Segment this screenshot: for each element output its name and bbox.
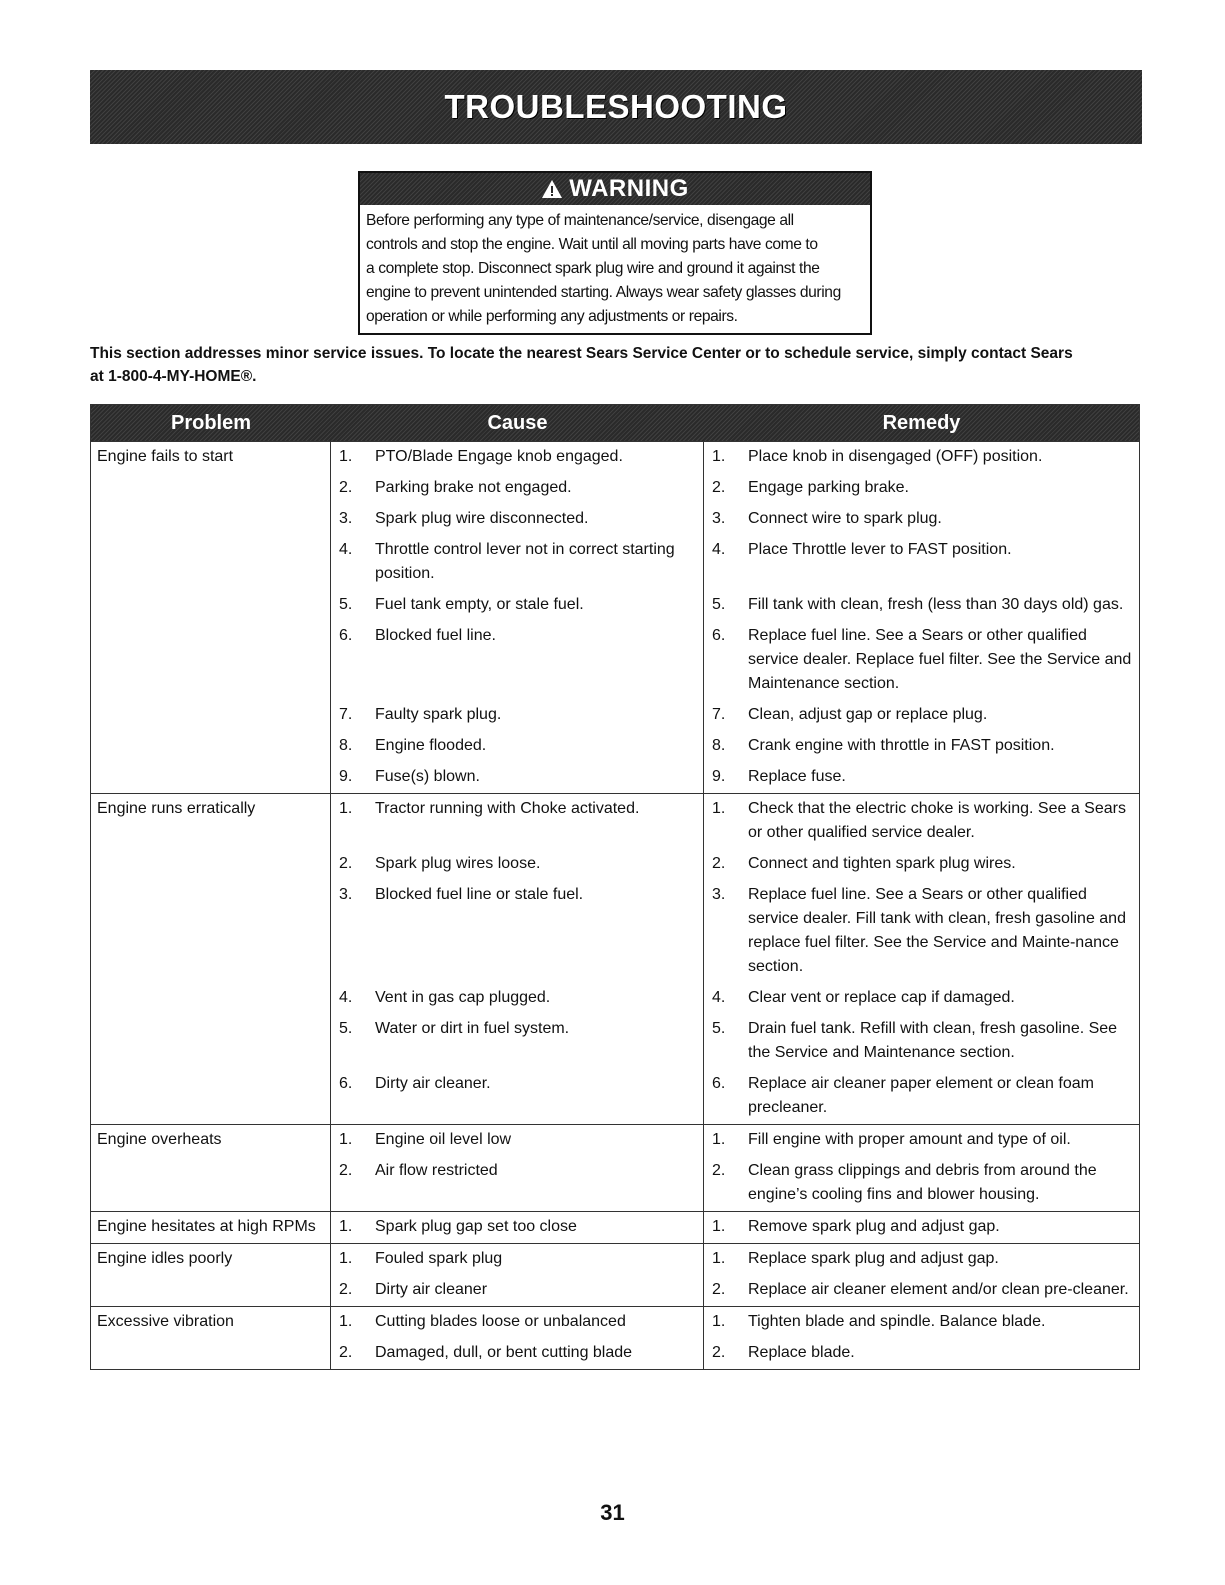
- remedy-number: 4.: [712, 541, 726, 558]
- cause-number: 1.: [339, 1218, 353, 1235]
- cause-text: PTO/Blade Engage knob engaged.: [375, 448, 623, 465]
- cause-number: 1.: [339, 800, 353, 817]
- cause-cell: [331, 700, 704, 731]
- cause-text: Fouled spark plug: [375, 1250, 503, 1267]
- cause-number: 2.: [339, 855, 353, 872]
- cause-number: 3.: [339, 510, 353, 527]
- cause-text: Vent in gas cap plugged.: [375, 989, 551, 1006]
- warning-line: operation or while performing any adjustments or repairs.: [366, 308, 738, 325]
- problem-group: [91, 1211, 1139, 1243]
- remedy-text: Clear vent or replace cap if damaged.: [748, 989, 1015, 1006]
- cause-cell: [331, 473, 704, 504]
- intro-paragraph: [90, 342, 1140, 388]
- warning-box: [358, 171, 872, 335]
- cause-cell: [331, 1014, 704, 1069]
- cause-text: Fuse(s) blown.: [375, 768, 480, 785]
- remedy-text: Replace blade.: [748, 1344, 855, 1361]
- remedy-text: Place knob in disengaged (OFF) position.: [748, 448, 1043, 465]
- cause-cell: [331, 1069, 704, 1124]
- remedy-number: 3.: [712, 886, 726, 903]
- cause-number: 9.: [339, 768, 353, 785]
- remedy-cell: [704, 794, 1139, 849]
- remedy-text: Clean grass clippings and debris from around the engine’s cooling fins and blower housing.: [748, 1162, 1097, 1203]
- cause-cell: [331, 849, 704, 880]
- remedy-cell: [704, 473, 1139, 504]
- remedy-text: Drain fuel tank. Refill with clean, fresh gasoline. See the Service and Maintenance section.: [748, 1020, 1118, 1061]
- intro-line: at 1-800-4-MY-HOME®.: [90, 368, 257, 385]
- cause-text: Water or dirt in fuel system.: [375, 1020, 570, 1037]
- column-header-cause: Cause: [487, 411, 548, 434]
- remedy-text: Replace spark plug and adjust gap.: [748, 1250, 999, 1267]
- remedy-text: Replace air cleaner element and/or clean pre-cleaner.: [748, 1281, 1129, 1298]
- remedy-cell: [704, 621, 1139, 700]
- cause-cell: [331, 983, 704, 1014]
- warning-line: engine to prevent unintended starting. Always wear safety glasses during: [366, 284, 841, 301]
- remedy-text: Replace fuel line. See a Sears or other qualified service dealer. Replace fuel filter. See the Service and Maintenance section.: [748, 627, 1132, 692]
- cause-number: 4.: [339, 989, 353, 1006]
- table-row: [331, 1244, 1139, 1275]
- page-number: 31: [600, 1500, 625, 1525]
- cause-cell: [331, 535, 704, 590]
- remedy-number: 1.: [712, 1250, 726, 1267]
- table-row: [331, 849, 1139, 880]
- cause-text: Dirty air cleaner: [375, 1281, 488, 1298]
- table-row: [331, 1014, 1139, 1069]
- cause-text: Air flow restricted: [375, 1162, 498, 1179]
- remedy-cell: [704, 504, 1139, 535]
- section-banner: [90, 70, 1142, 144]
- remedy-number: 1.: [712, 448, 726, 465]
- cause-number: 2.: [339, 1162, 353, 1179]
- cause-text: Throttle control lever not in correct starting position.: [375, 541, 675, 582]
- remedy-cell: [704, 1014, 1139, 1069]
- remedy-number: 4.: [712, 989, 726, 1006]
- problem-group: [91, 1306, 1139, 1369]
- problem-cell: Excessive vibration: [91, 1307, 331, 1369]
- cause-number: 2.: [339, 1281, 353, 1298]
- remedy-text: Check that the electric choke is working. See a Sears or other qualified service dealer.: [748, 800, 1126, 841]
- warning-line: controls and stop the engine. Wait until all moving parts have come to: [366, 236, 818, 253]
- cause-cell: [331, 504, 704, 535]
- remedy-number: 2.: [712, 855, 726, 872]
- remedy-text: Crank engine with throttle in FAST position.: [748, 737, 1055, 754]
- cause-number: 2.: [339, 479, 353, 496]
- problem-cell: Engine fails to start: [91, 442, 331, 793]
- remedy-number: 1.: [712, 800, 726, 817]
- cause-text: Tractor running with Choke activated.: [375, 800, 640, 817]
- cause-number: 6.: [339, 627, 353, 644]
- problem-group: [91, 793, 1139, 1124]
- cause-cell: [331, 1275, 704, 1306]
- cause-cell: [331, 880, 704, 983]
- remedy-number: 5.: [712, 596, 726, 613]
- remedy-text: Fill tank with clean, fresh (less than 30 days old) gas.: [748, 596, 1124, 613]
- cause-number: 3.: [339, 886, 353, 903]
- problem-cell: Engine hesitates at high RPMs: [91, 1212, 331, 1243]
- remedy-cell: [704, 590, 1139, 621]
- remedy-cell: [704, 1275, 1139, 1306]
- warning-triangle-icon: [541, 179, 563, 199]
- remedy-cell: [704, 1307, 1139, 1338]
- cause-number: 2.: [339, 1344, 353, 1361]
- problem-group: [91, 1243, 1139, 1306]
- problem-cell: Engine overheats: [91, 1125, 331, 1211]
- remedy-number: 2.: [712, 479, 726, 496]
- remedy-number: 1.: [712, 1218, 726, 1235]
- table-row: [331, 535, 1139, 590]
- cause-text: Cutting blades loose or unbalanced: [375, 1313, 626, 1330]
- remedy-text: Fill engine with proper amount and type of oil.: [748, 1131, 1071, 1148]
- warning-title: WARNING: [569, 175, 689, 202]
- remedy-text: Connect and tighten spark plug wires.: [748, 855, 1016, 872]
- cause-number: 5.: [339, 1020, 353, 1037]
- table-row: [331, 1338, 1139, 1369]
- page-title: TROUBLESHOOTING: [444, 88, 788, 125]
- remedy-cell: [704, 983, 1139, 1014]
- remedy-text: Replace air cleaner paper element or clean foam precleaner.: [748, 1075, 1094, 1116]
- cause-text: Faulty spark plug.: [375, 706, 502, 723]
- remedy-cell: [704, 880, 1139, 983]
- remedy-number: 9.: [712, 768, 726, 785]
- table-row: [331, 1212, 1139, 1243]
- remedy-text: Remove spark plug and adjust gap.: [748, 1218, 1000, 1235]
- column-header-problem: Problem: [170, 411, 252, 434]
- remedy-cell: [704, 1212, 1139, 1243]
- warning-header: [360, 173, 870, 205]
- remedy-text: Replace fuse.: [748, 768, 846, 785]
- cause-cell: [331, 621, 704, 700]
- cause-cell: [331, 1307, 704, 1338]
- cause-cell: [331, 1156, 704, 1211]
- cause-cell: [331, 731, 704, 762]
- column-header-remedy: Remedy: [882, 411, 961, 434]
- troubleshooting-table: [90, 404, 1140, 1370]
- table-row: [331, 442, 1139, 473]
- cause-cell: [331, 1244, 704, 1275]
- table-row: [331, 700, 1139, 731]
- remedy-number: 2.: [712, 1162, 726, 1179]
- cause-text: Dirty air cleaner.: [375, 1075, 491, 1092]
- intro-line: This section addresses minor service issues. To locate the nearest Sears Service Center or to schedule service, simply contact Sears: [90, 345, 1073, 362]
- cause-cell: [331, 1125, 704, 1156]
- table-row: [331, 1156, 1139, 1211]
- remedy-text: Tighten blade and spindle. Balance blade.: [748, 1313, 1046, 1330]
- cause-text: Engine oil level low: [375, 1131, 512, 1148]
- cause-cell: [331, 590, 704, 621]
- cause-cell: [331, 1212, 704, 1243]
- table-row: [331, 880, 1139, 983]
- cause-cell: [331, 442, 704, 473]
- remedy-number: 8.: [712, 737, 726, 754]
- remedy-number: 2.: [712, 1344, 726, 1361]
- cause-number: 4.: [339, 541, 353, 558]
- remedy-number: 7.: [712, 706, 726, 723]
- cause-text: Fuel tank empty, or stale fuel.: [375, 596, 584, 613]
- remedy-number: 6.: [712, 1075, 726, 1092]
- remedy-cell: [704, 849, 1139, 880]
- remedy-number: 2.: [712, 1281, 726, 1298]
- table-row: [331, 762, 1139, 793]
- cause-cell: [331, 794, 704, 849]
- cause-text: Spark plug wires loose.: [375, 855, 541, 872]
- cause-cell: [331, 762, 704, 793]
- cause-text: Engine flooded.: [375, 737, 487, 754]
- remedy-number: 3.: [712, 510, 726, 527]
- remedy-text: Replace fuel line. See a Sears or other qualified service dealer. Fill tank with clean, fresh gasoline and replace fuel filter. See the Service and Mainte-nance section.: [748, 886, 1126, 975]
- remedy-text: Place Throttle lever to FAST position.: [748, 541, 1012, 558]
- table-row: [331, 1275, 1139, 1306]
- remedy-number: 1.: [712, 1131, 726, 1148]
- problem-group: [91, 1124, 1139, 1211]
- remedy-cell: [704, 442, 1139, 473]
- cause-number: 5.: [339, 596, 353, 613]
- warning-text: [360, 205, 870, 329]
- remedy-cell: [704, 1069, 1139, 1124]
- remedy-cell: [704, 1125, 1139, 1156]
- table-row: [331, 1307, 1139, 1338]
- cause-number: 6.: [339, 1075, 353, 1092]
- warning-line: Before performing any type of maintenance/service, disengage all: [366, 212, 794, 229]
- table-row: [331, 731, 1139, 762]
- problem-cell: Engine runs erratically: [91, 794, 331, 1124]
- remedy-number: 5.: [712, 1020, 726, 1037]
- table-row: [331, 473, 1139, 504]
- table-row: [331, 1069, 1139, 1124]
- problem-group: [91, 441, 1139, 793]
- cause-number: 1.: [339, 1250, 353, 1267]
- remedy-cell: [704, 1338, 1139, 1369]
- cause-number: 8.: [339, 737, 353, 754]
- remedy-cell: [704, 1156, 1139, 1211]
- remedy-cell: [704, 700, 1139, 731]
- cause-number: 1.: [339, 1313, 353, 1330]
- table-header: [91, 405, 1139, 441]
- remedy-number: 1.: [712, 1313, 726, 1330]
- cause-text: Blocked fuel line or stale fuel.: [375, 886, 584, 903]
- table-row: [331, 621, 1139, 700]
- table-row: [331, 1125, 1139, 1156]
- remedy-cell: [704, 535, 1139, 590]
- cause-text: Spark plug gap set too close: [375, 1218, 577, 1235]
- cause-cell: [331, 1338, 704, 1369]
- cause-text: Blocked fuel line.: [375, 627, 496, 644]
- remedy-text: Connect wire to spark plug.: [748, 510, 942, 527]
- cause-text: Damaged, dull, or bent cutting blade: [375, 1344, 633, 1361]
- remedy-text: Clean, adjust gap or replace plug.: [748, 706, 988, 723]
- table-row: [331, 983, 1139, 1014]
- remedy-text: Engage parking brake.: [748, 479, 909, 496]
- warning-line: a complete stop. Disconnect spark plug wire and ground it against the: [366, 260, 820, 277]
- problem-cell: Engine idles poorly: [91, 1244, 331, 1306]
- remedy-cell: [704, 762, 1139, 793]
- cause-number: 1.: [339, 1131, 353, 1148]
- remedy-number: 6.: [712, 627, 726, 644]
- table-row: [331, 794, 1139, 849]
- table-row: [331, 590, 1139, 621]
- cause-number: 7.: [339, 706, 353, 723]
- cause-text: Spark plug wire disconnected.: [375, 510, 589, 527]
- table-row: [331, 504, 1139, 535]
- cause-text: Parking brake not engaged.: [375, 479, 572, 496]
- remedy-cell: [704, 731, 1139, 762]
- cause-number: 1.: [339, 448, 353, 465]
- remedy-cell: [704, 1244, 1139, 1275]
- table-body: [91, 441, 1139, 1369]
